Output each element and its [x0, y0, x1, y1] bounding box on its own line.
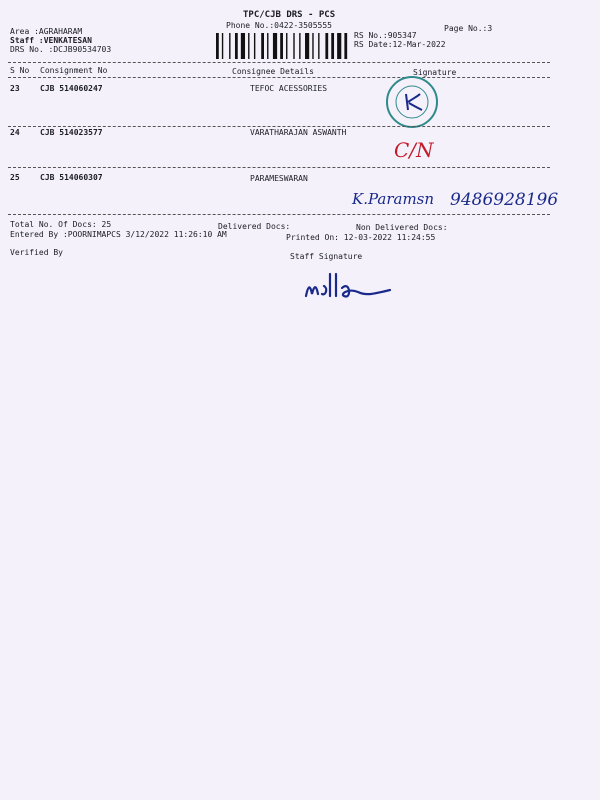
non-delivered-docs: Non Delivered Docs: — [356, 223, 448, 232]
staff-field: Staff :VENKATESAN — [10, 36, 92, 45]
handwritten-name: K.Paramsn — [352, 190, 435, 208]
row-consignment: CJB 514060247 — [40, 84, 103, 93]
barcode — [216, 33, 348, 59]
row-consignment: CJB 514060307 — [40, 173, 103, 182]
rs-date: RS Date:12-Mar-2022 — [354, 40, 446, 49]
staff-signature-label: Staff Signature — [290, 252, 363, 261]
verified-by-label: Verified By — [10, 248, 63, 257]
row-consignee: TEFOC ACESSORIES — [250, 84, 328, 93]
divider — [8, 62, 550, 63]
column-consignee: Consignee Details — [232, 67, 314, 76]
company-stamp — [384, 74, 440, 130]
area-field: Area :AGRAHARAM — [10, 27, 83, 36]
page-number: Page No.:3 — [444, 24, 493, 33]
delivered-docs: Delivered Docs: — [218, 222, 291, 231]
row-sno: 23 — [10, 84, 20, 93]
divider — [8, 77, 550, 78]
column-signature: Signature — [413, 68, 457, 77]
entered-by: Entered By :POORNIMAPCS 3/12/2022 11:26:10 AM — [10, 230, 227, 239]
staff-signature — [300, 266, 400, 306]
divider — [8, 167, 550, 168]
rs-number: RS No.:905347 — [354, 31, 417, 40]
row-consignee: PARAMESWARAN — [250, 174, 308, 183]
row-consignee: VARATHARAJAN ASWANTH — [250, 128, 347, 137]
divider — [8, 214, 550, 215]
printed-on: Printed On: 12-03-2022 11:24:55 — [286, 233, 436, 242]
divider — [8, 126, 550, 127]
handwritten-phone: 9486928196 — [450, 190, 559, 210]
document-title: TPC/CJB DRS - PCS — [243, 10, 336, 20]
total-docs: Total No. Of Docs: 25 — [10, 220, 112, 229]
row-consignment: CJB 514023577 — [40, 128, 103, 137]
handwritten-mark: C/N — [394, 138, 434, 162]
phone-number: Phone No.:0422-3505555 — [226, 21, 332, 30]
column-sno: S No — [10, 66, 30, 75]
drs-number: DRS No. :DCJB90534703 — [10, 45, 112, 54]
column-consignment: Consignment No — [40, 66, 108, 75]
row-sno: 25 — [10, 173, 20, 182]
row-sno: 24 — [10, 128, 20, 137]
